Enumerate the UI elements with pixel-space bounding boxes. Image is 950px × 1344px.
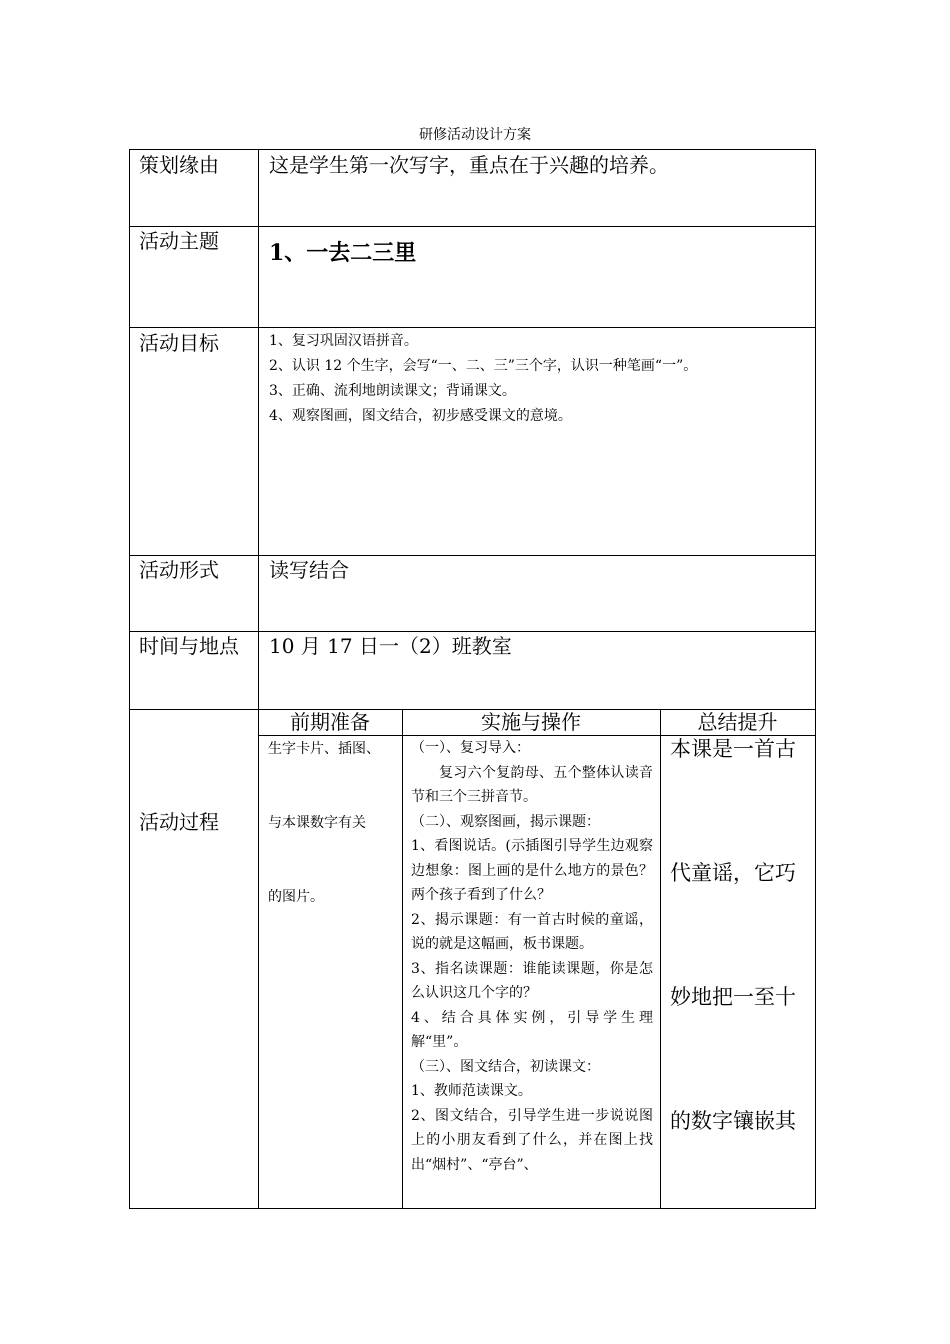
prep-line: 与本课数字有关: [268, 815, 366, 831]
summary-line: 妙地把一至十: [670, 985, 796, 1009]
goals-list: [269, 329, 697, 429]
goal-item: 1、复习巩固汉语拼音。: [269, 333, 418, 349]
table-border-right: [815, 149, 816, 1209]
impl-line: 2、图文结合，引导学生进一步说说图上的小朋友看到了什么，并在图上找出“烟村”、“亭台”、: [411, 1107, 653, 1173]
impl-line: （三）、图文结合，初读课文：: [411, 1058, 600, 1075]
impl-line: 复习六个复韵母、五个整体认读音节和三个三拼音节。: [411, 764, 653, 805]
prep-header: 前期准备: [290, 710, 370, 734]
impl-line: 1、看图说话。(示插图引导学生边观察边想象：图上画的是什么地方的景色？两个孩子看到了什么？: [411, 838, 653, 903]
prep-line: 的图片。: [268, 889, 324, 905]
row-divider: [129, 226, 815, 227]
table-border-top: [129, 149, 815, 150]
time-place-value: 10 月 17 日一（2）班教室: [269, 634, 512, 658]
summary-header: 总结提升: [697, 710, 778, 734]
impl-line: （一）、复习导入：: [411, 740, 530, 756]
impl-line: 4、结合具体实例，引导学生理解“里”。: [411, 1009, 653, 1050]
goals-label: 活动目标: [139, 331, 219, 355]
prep-line: 生字卡片、插图、: [268, 741, 380, 757]
goal-item: 2、认识 12 个生字，会写“一、二、三”三个字，认识一种笔画“一”。: [269, 358, 698, 374]
time-place-label: 时间与地点: [139, 634, 239, 658]
impl-header: 实施与操作: [481, 710, 581, 734]
goal-item: 3、正确、流利地朗读课文；背诵课文。: [269, 383, 516, 399]
row-divider: [129, 555, 815, 556]
row-divider: [129, 631, 815, 632]
summary-line: 代童谣，它巧: [670, 861, 796, 885]
table-border-bottom: [129, 1208, 815, 1209]
reason-label: 策划缘由: [139, 153, 219, 177]
impl-line: 1、教师范读课文。: [411, 1083, 532, 1099]
process-column-divider: [660, 709, 661, 1209]
process-column-divider: [402, 709, 403, 1209]
theme-label: 活动主题: [139, 229, 219, 253]
impl-content: [411, 736, 653, 1177]
impl-line: 2、揭示课题：有一首古时候的童谣，说的就是这幅画，板书课题。: [411, 911, 653, 952]
impl-line: 3、指名读课题：谁能读课题，你是怎么认识这几个字的？: [411, 960, 653, 1001]
label-column-divider: [258, 149, 259, 1209]
theme-value: 1、一去二三里: [269, 240, 417, 266]
form-value: 读写结合: [269, 558, 349, 582]
summary-line: 本课是一首古: [670, 737, 796, 761]
goal-item: 4、观察图画，图文结合，初步感受课文的意境。: [269, 408, 572, 424]
table-border-left: [129, 149, 130, 1209]
impl-line: （二）、观察图画，揭示课题：: [411, 813, 600, 830]
row-divider: [129, 327, 815, 328]
document-title: 研修活动设计方案: [419, 127, 531, 143]
process-label: 活动过程: [139, 810, 219, 834]
reason-value: 这是学生第一次写字，重点在于兴趣的培养。: [269, 153, 669, 177]
form-label: 活动形式: [139, 558, 219, 582]
summary-line: 的数字镶嵌其: [670, 1109, 796, 1133]
